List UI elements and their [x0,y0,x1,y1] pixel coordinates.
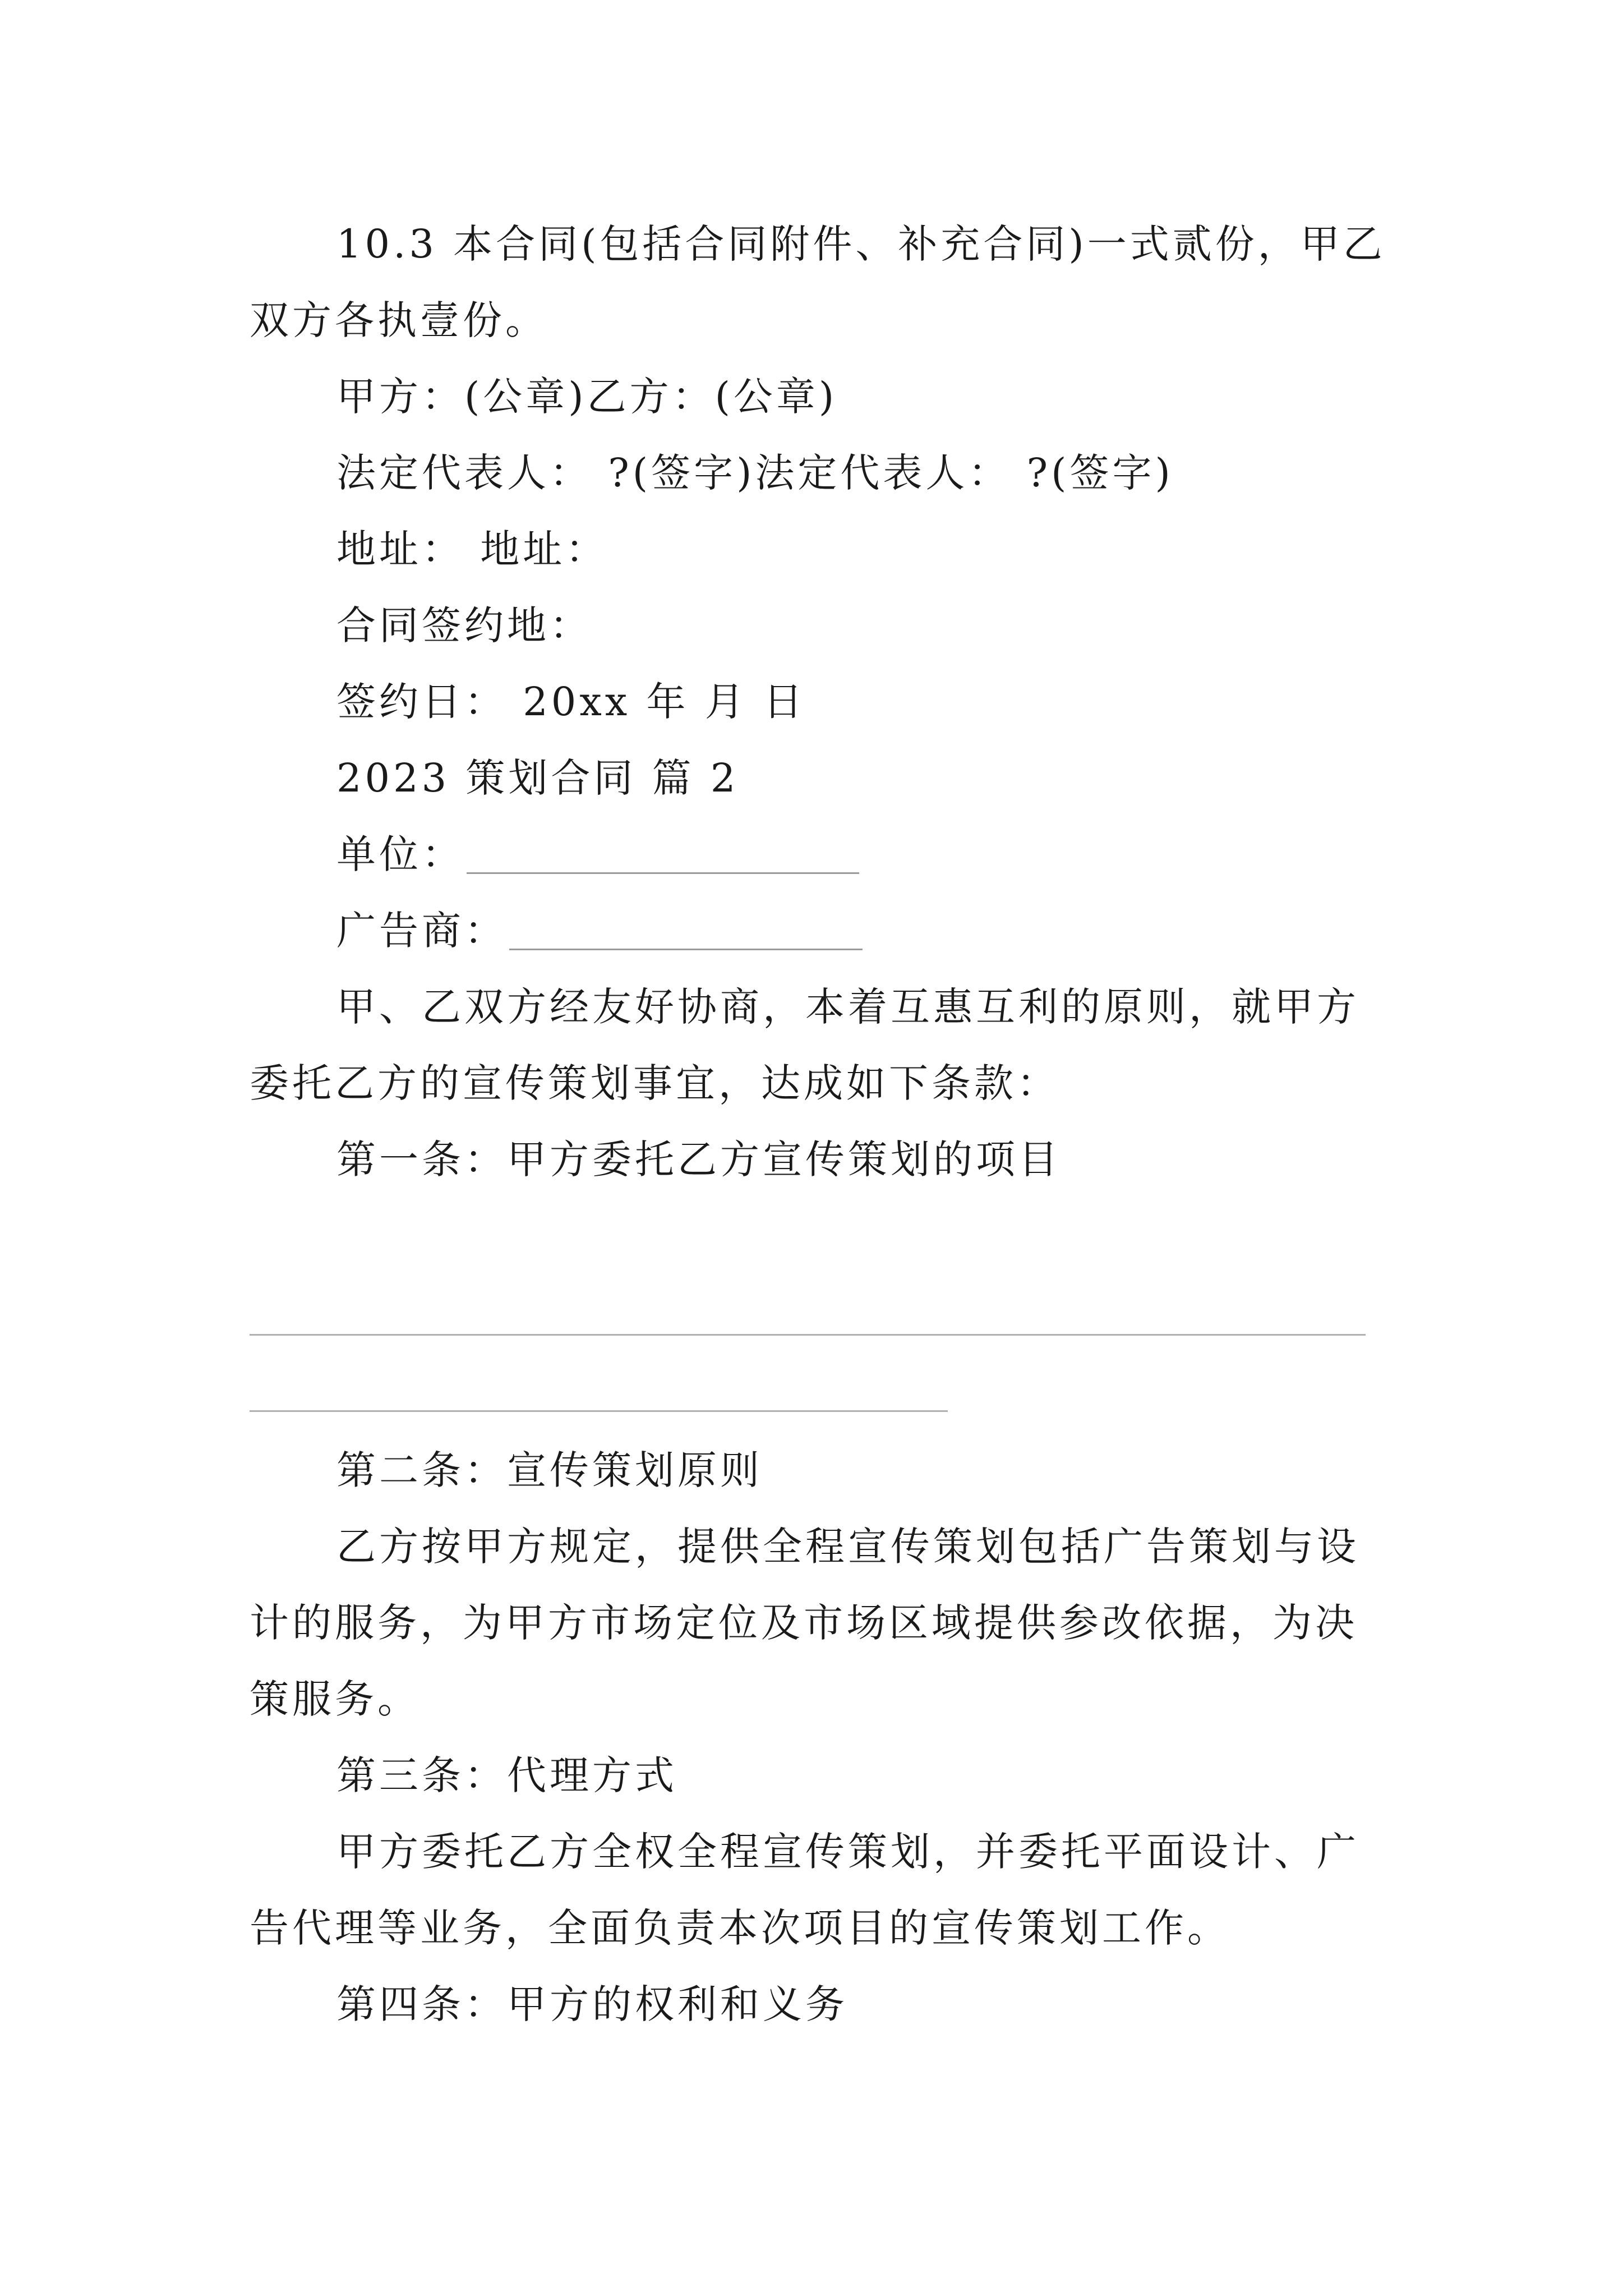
paragraph-line: 10.3 本合同(包括合同附件、补充合同)一式贰份，甲乙 [336,221,1386,267]
paragraph-line: 计的服务，为甲方市场定位及市场区域提供参改依据，为决 [250,1600,1358,1646]
article-heading: 第二条：宣传策划原则 [336,1447,763,1493]
paragraph-line: 告代理等业务，全面负责本次项目的宣传策划工作。 [250,1905,1230,1951]
party-seal-line: 甲方：(公章)乙方：(公章) [336,374,838,420]
signing-place-line: 合同签约地： [336,602,592,648]
signing-date-line: 签约日： 20xx 年 月 日 [336,679,806,725]
article-heading: 第四条：甲方的权利和义务 [336,1981,848,2027]
paragraph-line: 策服务。 [250,1676,420,1722]
advertiser-blank [509,915,863,950]
blank-rule [250,1334,1366,1336]
section-heading: 2023 策划合同 篇 2 [336,755,739,801]
paragraph-line: 乙方按甲方规定，提供全程宣传策划包括广告策划与设 [336,1524,1359,1570]
advertiser-label: 广告商： [336,908,507,954]
advertiser-field [336,908,863,954]
paragraph-line: 委托乙方的宣传策划事宜，达成如下条款： [250,1060,1059,1106]
legal-representative-line: 法定代表人： ?(签字)法定代表人： ?(签字) [336,450,1174,496]
unit-field [336,831,859,877]
paragraph-line: 甲方委托乙方全权全程宣传策划，并委托平面设计、广 [336,1829,1359,1875]
unit-blank [467,839,859,874]
address-line: 地址： 地址： [336,526,608,572]
blank-rule [250,1410,948,1412]
article-heading: 第一条：甲方委托乙方宣传策划的项目 [336,1137,1061,1182]
article-heading: 第三条：代理方式 [336,1752,677,1798]
paragraph-line: 双方各执壹份。 [250,297,548,343]
unit-label: 单位： [336,831,464,877]
paragraph-line: 甲、乙双方经友好协商，本着互惠互利的原则，就甲方 [336,984,1359,1030]
